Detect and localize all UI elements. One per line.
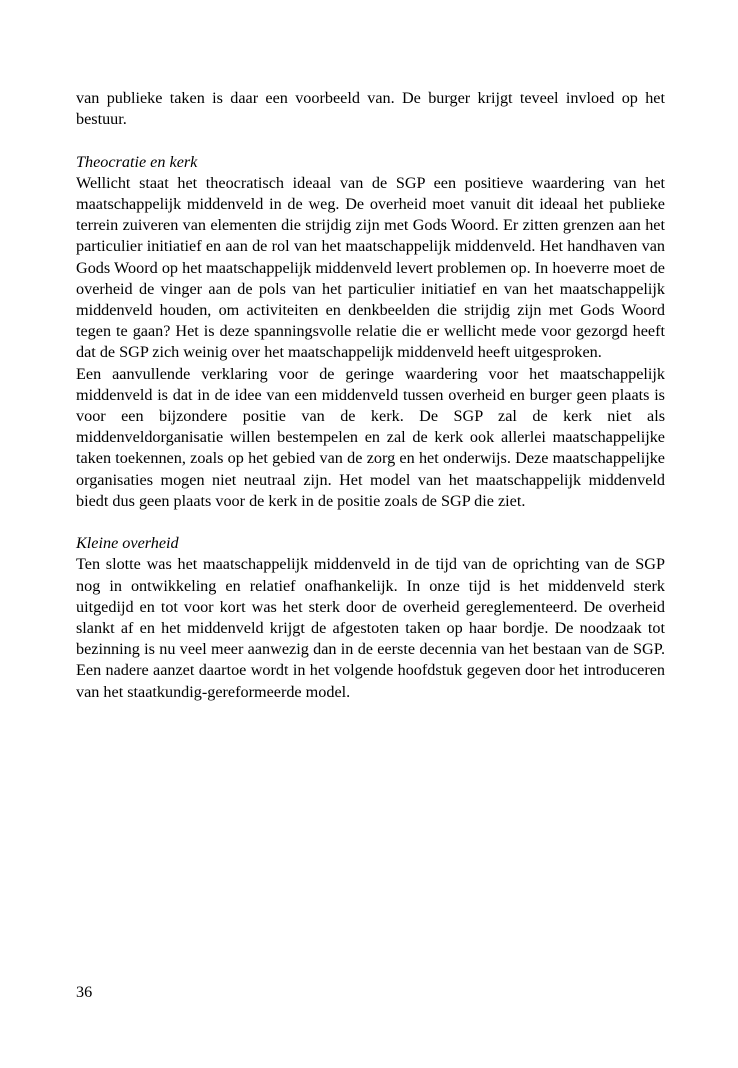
paragraph-theocratie-1: Wellicht staat het theocratisch ideaal van de SGP een positieve waardering van het maatschappelijk middenveld in de weg. De overheid moet vanuit dit ideaal het publieke terrein zuiveren van elementen die strijdig zijn met Gods Woord. Er zitten grenzen aan het particulier initiatief en aan de rol van het maatschappelijk middenveld. Het handhaven van Gods Woord op het maatschappelijk middenveld levert problemen op. In hoeverre moet de overheid de vinger aan de pols van het particulier initiatief en van het maatschappelijk middenveld houden, om activiteiten en denkbeelden die strijdig zijn met Gods Woord tegen te gaan? Het is deze spanningsvolle relatie die er wellicht mede voor gezorgd heeft dat de SGP zich weinig over het maatschappelijk middenveld heeft uitgesproken. (76, 173, 665, 362)
intro-paragraph: van publieke taken is daar een voorbeeld van. De burger krijgt teveel invloed op het bestuur. (76, 89, 665, 129)
section-heading-theocratie: Theocratie en kerk (76, 152, 198, 171)
paragraph-theocratie-2: Een aanvullende verklaring voor de geringe waardering voor het maatschappelijk middenveld is dat in de idee van een middenveld tussen overheid en burger geen plaats is voor een bijzondere positie van de kerk. De SGP zal de kerk niet als middenveldorganisatie willen bestempelen en zal de kerk ook allerlei maatschappelijke taken toekennen, zoals op het gebied van de zorg en het onderwijs. Deze maatschappelijke organisaties mogen niet neutraal zijn. Het model van het maatschappelijk middenveld biedt dus geen plaats voor de kerk in de positie zoals de SGP die ziet. (76, 364, 665, 510)
section-heading-kleine-overheid: Kleine overheid (76, 534, 179, 553)
document-body (76, 88, 665, 703)
spacer (76, 130, 665, 151)
paragraph-kleine-overheid-1: Ten slotte was het maatschappelijk middenveld in de tijd van de oprichting van de SGP nog in ontwikkeling en relatief onafhankelijk. In onze tijd is het middenveld sterk uitgedijd en tot voor kort was het sterk door de overheid gereglementeerd. De overheid slankt af en het middenveld krijgt de afgestoten taken op haar bordje. De noodzaak tot bezinning is nu veel meer aanwezig dan in de eerste decennia van het bestaan van de SGP. Een nadere aanzet daartoe wordt in het volgende hoofdstuk gegeven door het introduceren van het staatkundig-gereformeerde model. (76, 555, 665, 701)
page-number: 36 (76, 983, 93, 1001)
spacer (76, 512, 665, 533)
